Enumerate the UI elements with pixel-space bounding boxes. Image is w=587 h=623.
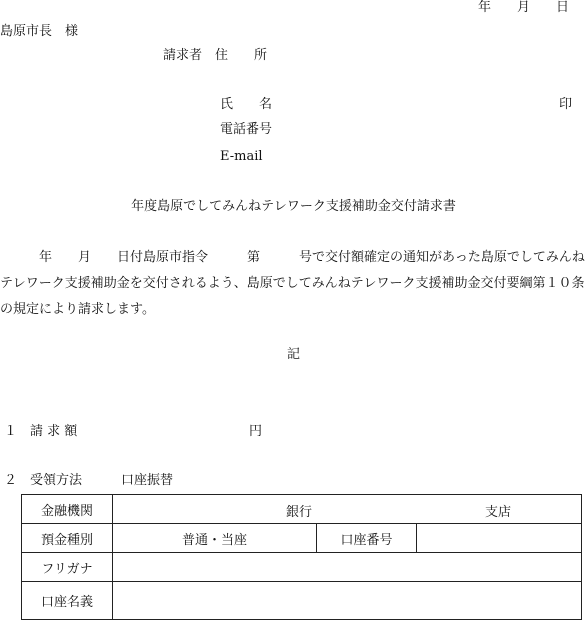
name-label: 氏 名 bbox=[220, 97, 273, 112]
deposit-type-value[interactable]: 普通・当座 bbox=[113, 524, 317, 553]
item-request-amount: １ 請 求 額 bbox=[4, 424, 78, 439]
phone-label: 電話番号 bbox=[220, 122, 273, 137]
institution-label: 金融機関 bbox=[22, 495, 113, 524]
table-row bbox=[22, 582, 582, 620]
ki-heading: 記 bbox=[286, 347, 300, 362]
yen-unit: 円 bbox=[249, 424, 263, 439]
request-body-text: 年 月 日付島原市指令 第 号で交付額確定の通知があった島原でしてみんねテレワーク支援補助金を交付されるよう、島原でしてみんねテレワーク支援補助金交付要綱第１０条の規定により請求します。 bbox=[0, 250, 585, 317]
table-row bbox=[22, 553, 582, 582]
email-label: E-mail bbox=[220, 149, 263, 164]
table-row bbox=[22, 524, 582, 553]
branch-suffix: 支店 bbox=[485, 505, 512, 520]
seal-mark: 印 bbox=[559, 97, 573, 112]
addressee: 島原市長 様 bbox=[0, 24, 79, 39]
date-line: 年 月 日 bbox=[478, 0, 570, 15]
item-receipt-method: ２ 受領方法 口座振替 bbox=[4, 473, 174, 488]
account-holder-field[interactable] bbox=[113, 582, 582, 620]
requester-address-label: 請求者 住 所 bbox=[163, 48, 268, 63]
document-title: 年度島原でしてみんねテレワーク支援補助金交付請求書 bbox=[131, 199, 456, 214]
furigana-field[interactable] bbox=[113, 553, 582, 582]
account-number-label: 口座番号 bbox=[317, 524, 417, 553]
bank-suffix: 銀行 bbox=[286, 505, 313, 520]
account-holder-label: 口座名義 bbox=[22, 582, 113, 620]
account-number-field[interactable] bbox=[417, 524, 582, 553]
table-row bbox=[22, 495, 582, 524]
furigana-label: フリガナ bbox=[22, 553, 113, 582]
institution-field[interactable] bbox=[113, 495, 582, 524]
bank-account-table bbox=[21, 494, 582, 620]
deposit-type-label: 預金種別 bbox=[22, 524, 113, 553]
